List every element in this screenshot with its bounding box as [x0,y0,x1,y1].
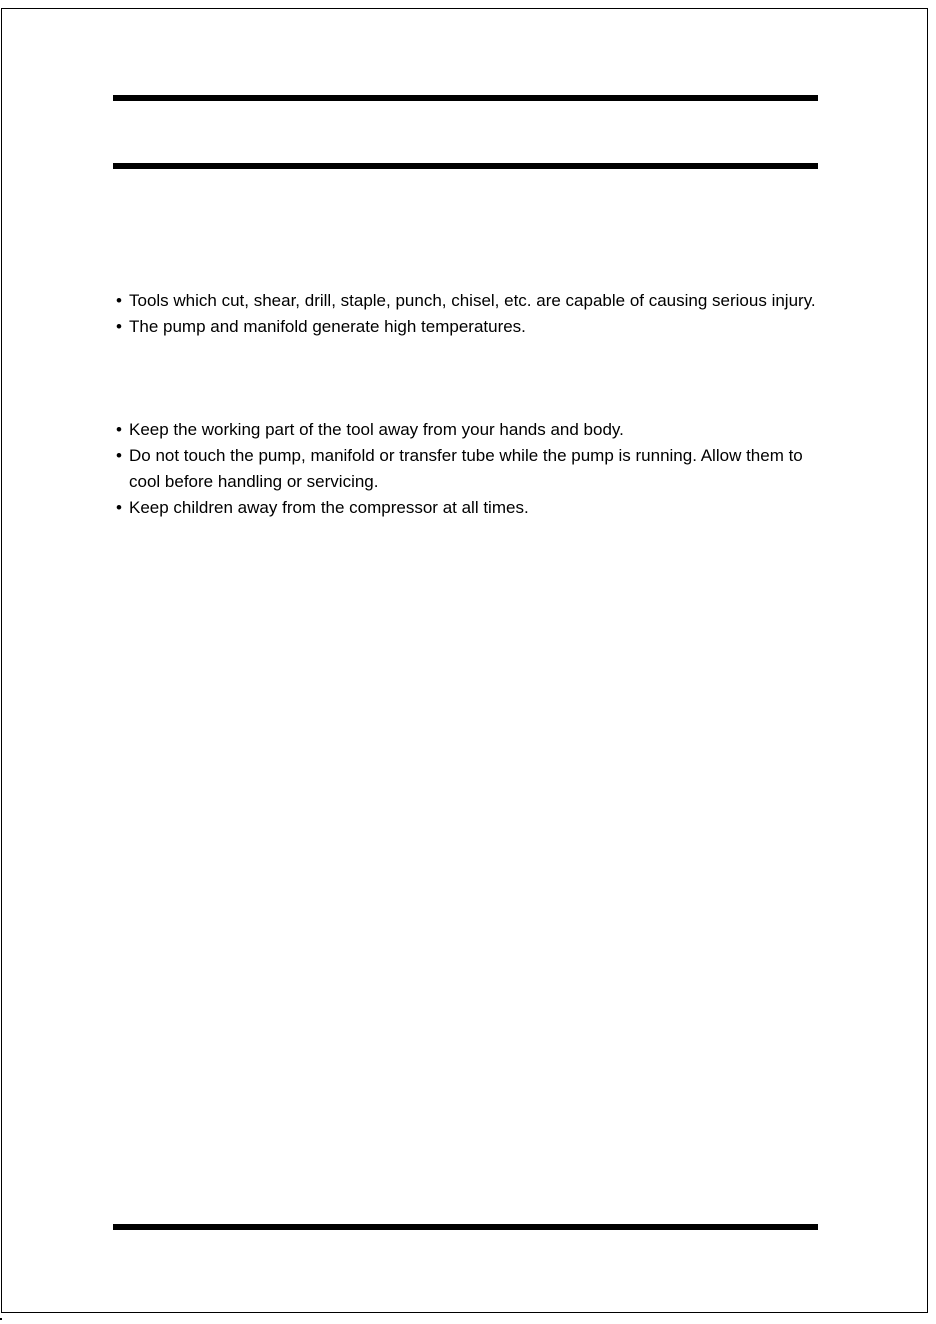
bullet-icon: • [116,317,122,336]
list-item [116,314,831,340]
scan-mark [0,1318,2,1320]
bullet-icon: • [116,446,122,465]
bullet-icon: • [116,420,122,439]
header-rule-bottom [113,163,818,169]
bullet-icon: • [116,498,122,517]
precaution-text: Keep the working part of the tool away from your hands and body. [129,420,624,439]
list-item [116,495,831,521]
precaution-text: Keep children away from the compressor at all times. [129,498,529,517]
list-item [116,443,831,495]
hazard-text: Tools which cut, shear, drill, staple, punch, chisel, etc. are capable of causing serious injury. [129,291,816,310]
hazard-list [116,288,831,340]
page-border [1,8,928,1313]
precaution-list [116,417,831,521]
list-item [116,288,831,314]
bullet-icon: • [116,291,122,310]
list-item [116,417,831,443]
header-rule-top [113,95,818,101]
footer-rule [113,1224,818,1230]
hazard-text: The pump and manifold generate high temperatures. [129,317,526,336]
precaution-text: Do not touch the pump, manifold or transfer tube while the pump is running. Allow them to cool before handling or servicing. [129,446,803,491]
